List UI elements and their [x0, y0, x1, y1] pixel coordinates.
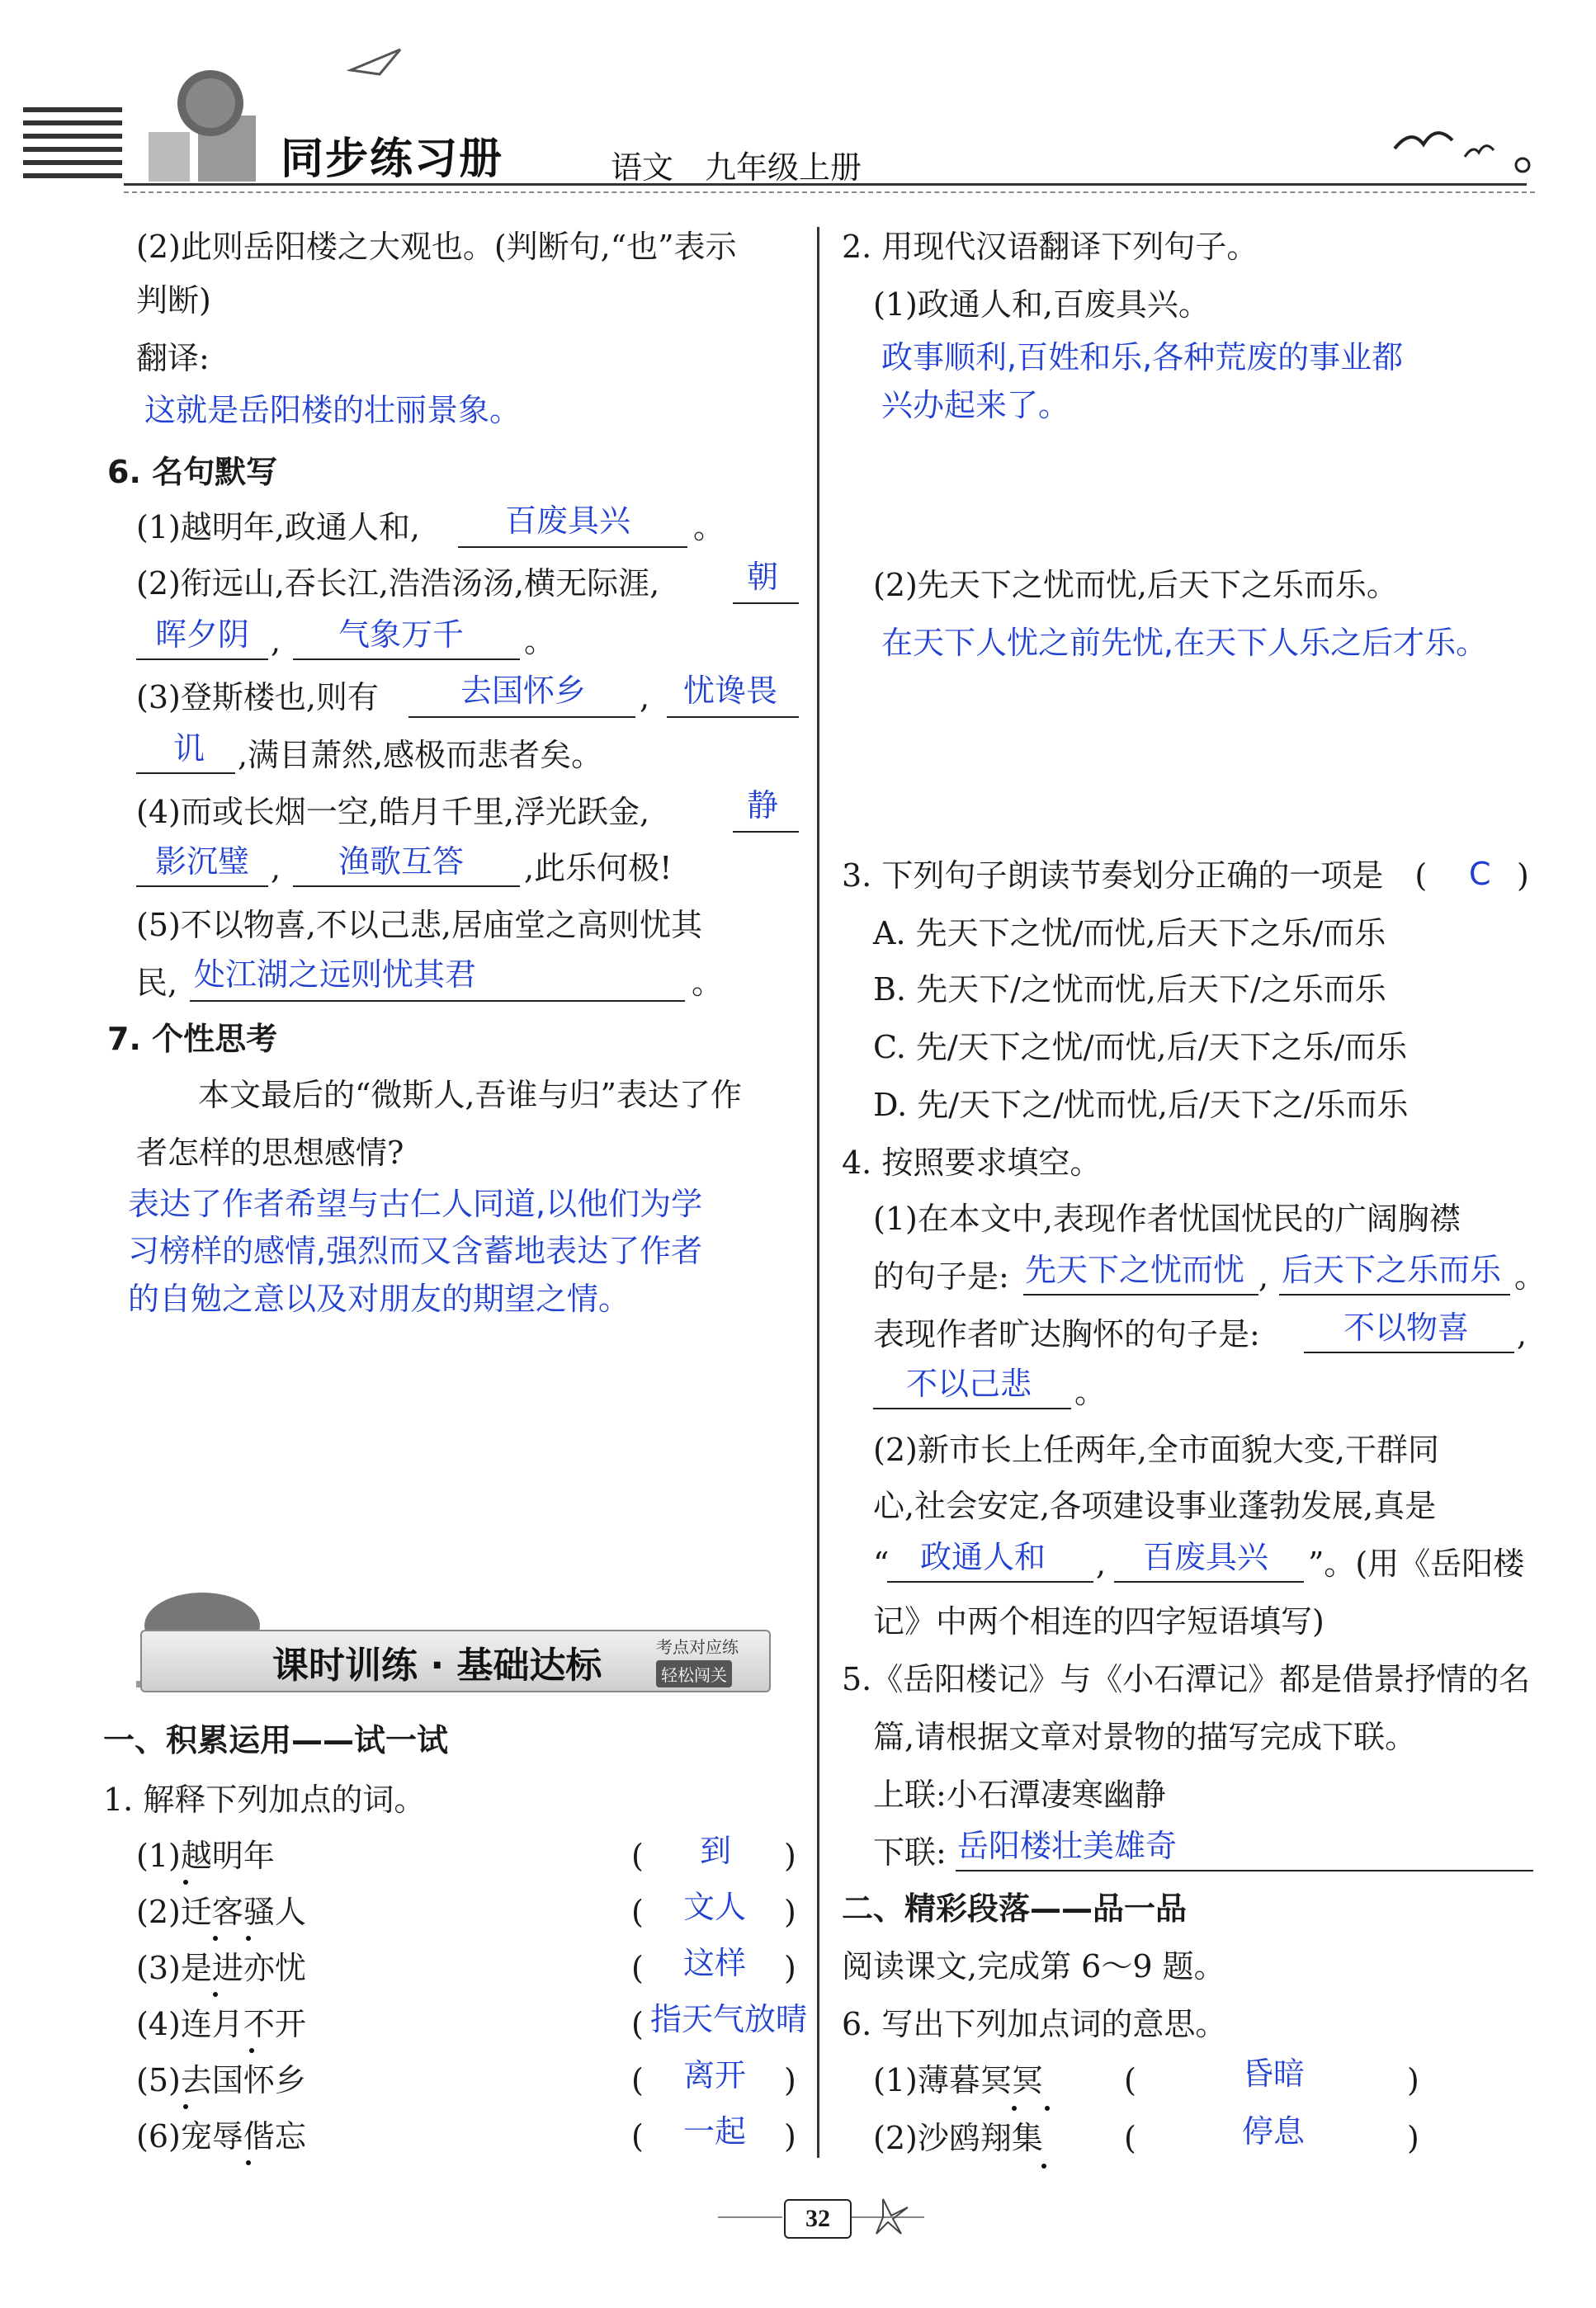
right-line: 阅读课文,完成第 6～9 题。	[842, 1948, 1225, 1985]
banner-subtitle: 轻松闯关	[656, 1660, 732, 1687]
right-line: 下联:	[873, 1834, 947, 1871]
answer-text: C	[1469, 856, 1491, 892]
column-divider	[817, 227, 819, 2158]
left-line: ,满目萧然,感极而悲者矣。	[238, 737, 603, 773]
paren: (	[631, 1838, 644, 1874]
blank-line	[733, 831, 799, 833]
right-line: 记》中两个相连的四字短语填写)	[873, 1603, 1324, 1640]
section-heading: 一、积累运用——试一试	[103, 1722, 449, 1758]
right-line: (2)先天下之忧而忧,后天下之乐而乐。	[873, 567, 1398, 603]
left-line: 。	[692, 965, 724, 1001]
left-line: 民,	[136, 965, 178, 1001]
left-line: 者怎样的思想感情?	[136, 1135, 404, 1171]
blank-line	[1114, 1581, 1304, 1583]
paren: )	[784, 1894, 796, 1930]
answer-text: 表达了作者希望与古仁人同道,以他们为学	[128, 1186, 703, 1222]
paper-plane-icon	[347, 45, 404, 78]
answer-text: 离开	[683, 2057, 747, 2093]
blank-line	[190, 1000, 685, 1002]
option-text: C. 先/天下之忧/而忧,后/天下之乐/而乐	[873, 1029, 1408, 1065]
left-line: (2)此则岳阳楼之大观也。(判断句,“也”表示	[136, 229, 737, 265]
definition-item: (6)宠辱偕忘	[136, 2118, 306, 2155]
answer-text: 这就是岳阳楼的壮丽景象。	[144, 392, 522, 428]
definition-item: (5)去国怀乡	[136, 2062, 306, 2098]
answer-text: 的自勉之意以及对朋友的期望之情。	[128, 1281, 630, 1317]
right-line: ,	[1096, 1546, 1107, 1582]
right-line: 心,社会安定,各项建设事业蓬勃发展,真是	[873, 1488, 1437, 1524]
left-line: (5)不以物喜,不以己悲,居庙堂之高则忧其	[136, 907, 702, 943]
left-line: 判断)	[136, 282, 211, 319]
emphasis-dot	[246, 2160, 251, 2165]
emphasis-dot	[183, 1880, 188, 1885]
answer-text: 政事顺利,百姓和乐,各种荒废的事业都	[881, 339, 1404, 375]
option-text: D. 先/天下之/忧而忧,后/天下之/乐而乐	[873, 1087, 1409, 1123]
right-line: 篇,请根据文章对景物的描写完成下联。	[873, 1719, 1417, 1755]
left-line: ,	[271, 850, 281, 886]
answer-text: 文人	[683, 1889, 747, 1925]
blank-line	[733, 602, 799, 604]
left-line: 本文最后的“微斯人,吾谁与归”表达了作	[198, 1077, 742, 1113]
left-line: ,	[640, 679, 650, 715]
header-rule	[124, 183, 1527, 186]
blank-line	[1023, 1294, 1258, 1296]
question-heading: 2. 用现代汉语翻译下列句子。	[842, 229, 1258, 265]
paren: (	[1124, 2062, 1136, 2098]
definition-item: (3)是进亦忧	[136, 1950, 306, 1986]
book-title: 同步练习册	[281, 135, 504, 184]
right-line: (2)新市长上任两年,全市面貌大变,干群同	[873, 1432, 1439, 1468]
answer-text: 去国怀乡	[460, 673, 587, 709]
answer-text: 昏暗	[1242, 2055, 1306, 2092]
section-heading: 二、精彩段落——品一品	[842, 1890, 1188, 1927]
paren: (	[631, 2006, 644, 2042]
blank-line	[408, 716, 635, 718]
blank-line	[956, 1870, 1533, 1871]
option-text: A. 先天下之忧/而忧,后天下之乐/而乐	[873, 915, 1386, 951]
definition-item: (1)越明年	[136, 1838, 275, 1874]
blank-line	[136, 658, 268, 660]
answer-text: 到	[700, 1833, 732, 1869]
paren: (	[1124, 2120, 1136, 2156]
emphasis-dot	[183, 2104, 188, 2109]
question-heading: 5.《岳阳楼记》与《小石潭记》都是借景抒情的名	[842, 1661, 1531, 1697]
emphasis-dot	[213, 1936, 218, 1941]
left-line: 。	[693, 509, 725, 545]
answer-text: 后天下之乐而乐	[1282, 1252, 1502, 1288]
page-number: 32	[784, 2199, 852, 2239]
right-line: (2)沙鸥翔集	[873, 2120, 1043, 2156]
right-line: )	[1517, 857, 1529, 894]
paren: )	[784, 2062, 796, 2098]
blank-line	[667, 716, 799, 718]
book-subject: 语文 九年级上册	[611, 149, 862, 186]
blank-line	[1279, 1294, 1510, 1296]
blank-line	[293, 885, 520, 887]
answer-text: 停息	[1242, 2113, 1306, 2150]
definition-item: (2)迁客骚人	[136, 1894, 306, 1930]
answer-text: 岳阳楼壮美雄奇	[957, 1828, 1178, 1864]
answer-text: 影沉璧	[155, 843, 250, 880]
answer-text: 一起	[683, 2113, 747, 2150]
paren: )	[1407, 2062, 1419, 2098]
left-line: (3)登斯楼也,则有	[136, 679, 379, 715]
question-heading: 3. 下列句子朗读节奏划分正确的一项是 (	[842, 857, 1428, 894]
left-line: (2)衔远山,吞长江,浩浩汤汤,横无际涯,	[136, 565, 660, 602]
answer-text: 指天气放晴	[650, 2001, 808, 2037]
answer-text: 渔歌互答	[338, 843, 465, 880]
right-line: ,	[1517, 1316, 1528, 1352]
answer-text: 先天下之忧而忧	[1025, 1252, 1245, 1288]
answer-text: 习榜样的感情,强烈而又含蓄地表达了作者	[128, 1233, 703, 1269]
blank-line	[293, 658, 520, 660]
left-line: ,	[271, 623, 281, 659]
emphasis-dot	[246, 1936, 251, 1941]
right-line: (1)在本文中,表现作者忧国忧民的广阔胸襟	[873, 1201, 1461, 1237]
header-dashed-rule	[124, 191, 1535, 193]
paren: (	[631, 2118, 644, 2155]
answer-text: 百废具兴	[1143, 1539, 1269, 1575]
left-line: ,此乐何极!	[524, 850, 673, 886]
blank-line	[136, 772, 235, 774]
right-line: 。	[1514, 1258, 1546, 1295]
answer-text: 讥	[173, 730, 205, 767]
option-text: B. 先天下/之忧而忧,后天下/之乐而乐	[873, 971, 1386, 1008]
header-decor-bars	[23, 107, 122, 190]
answer-text: 百废具兴	[505, 503, 631, 539]
answer-text: 晖夕阴	[155, 616, 250, 653]
emphasis-dot	[1045, 2106, 1050, 2111]
right-line: 表现作者旷达胸怀的句子是:	[873, 1316, 1260, 1352]
right-line: (1)政通人和,百废具兴。	[873, 286, 1210, 323]
answer-text: 不以物喜	[1343, 1310, 1470, 1346]
answer-text: 忧谗畏	[683, 673, 778, 709]
right-line: (1)薄暮冥冥	[873, 2062, 1043, 2098]
emphasis-dot	[213, 1992, 218, 1997]
blank-line	[887, 1581, 1093, 1583]
left-line: (4)而或长烟一空,皓月千里,浮光跃金,	[136, 794, 650, 830]
question-heading: 6. 写出下列加点词的意思。	[842, 2006, 1227, 2042]
answer-text: 朝	[747, 559, 779, 595]
blank-line	[458, 546, 687, 548]
blank-line	[873, 1408, 1071, 1409]
banner-title: 课时训练 · 基础达标	[272, 1645, 602, 1687]
paren: )	[784, 2118, 796, 2155]
translate-label: 翻译:	[136, 340, 210, 376]
right-line: 的句子是:	[873, 1258, 1009, 1295]
right-line: “	[873, 1546, 890, 1582]
left-line: (1)越明年,政通人和,	[136, 509, 420, 545]
answer-text: 处江湖之远则忧其君	[194, 956, 477, 993]
answer-text: 兴办起来了。	[881, 387, 1070, 423]
answer-text: 政通人和	[920, 1539, 1046, 1575]
right-line: 。	[1074, 1374, 1107, 1410]
blank-line	[136, 885, 268, 887]
definition-item: (4)连月不开	[136, 2006, 306, 2042]
banner-subtitle: 考点对应练	[656, 1637, 739, 1657]
answer-text: 气象万千	[338, 616, 465, 653]
right-line: ”。(用《岳阳楼	[1308, 1546, 1525, 1582]
emphasis-dot	[249, 2048, 254, 2053]
paren: (	[631, 1950, 644, 1986]
question-heading: 1. 解释下列加点的词。	[103, 1782, 426, 1818]
answer-text: 在天下人忧之前先忧,在天下人乐之后才乐。	[881, 625, 1488, 661]
paren: (	[631, 2062, 644, 2098]
emphasis-dot	[1041, 2164, 1046, 2169]
answer-text: 静	[747, 787, 779, 824]
question-heading: 7. 个性思考	[107, 1021, 278, 1057]
paren: )	[784, 1950, 796, 1986]
right-line: ,	[1258, 1258, 1269, 1295]
paren: )	[784, 1838, 796, 1874]
right-line: 上联:小石潭凄寒幽静	[873, 1777, 1166, 1813]
left-line: 。	[524, 623, 556, 659]
paren: (	[631, 1894, 644, 1930]
blank-line	[1304, 1352, 1514, 1353]
header-globe-icon	[132, 58, 281, 190]
emphasis-dot	[1012, 2106, 1017, 2111]
paren: )	[1407, 2120, 1419, 2156]
question-heading: 4. 按照要求填空。	[842, 1145, 1102, 1181]
question-heading: 6. 名句默写	[107, 454, 278, 490]
birds-icon	[1386, 116, 1535, 182]
answer-text: 这样	[683, 1945, 747, 1981]
answer-text: 不以己悲	[906, 1366, 1032, 1402]
